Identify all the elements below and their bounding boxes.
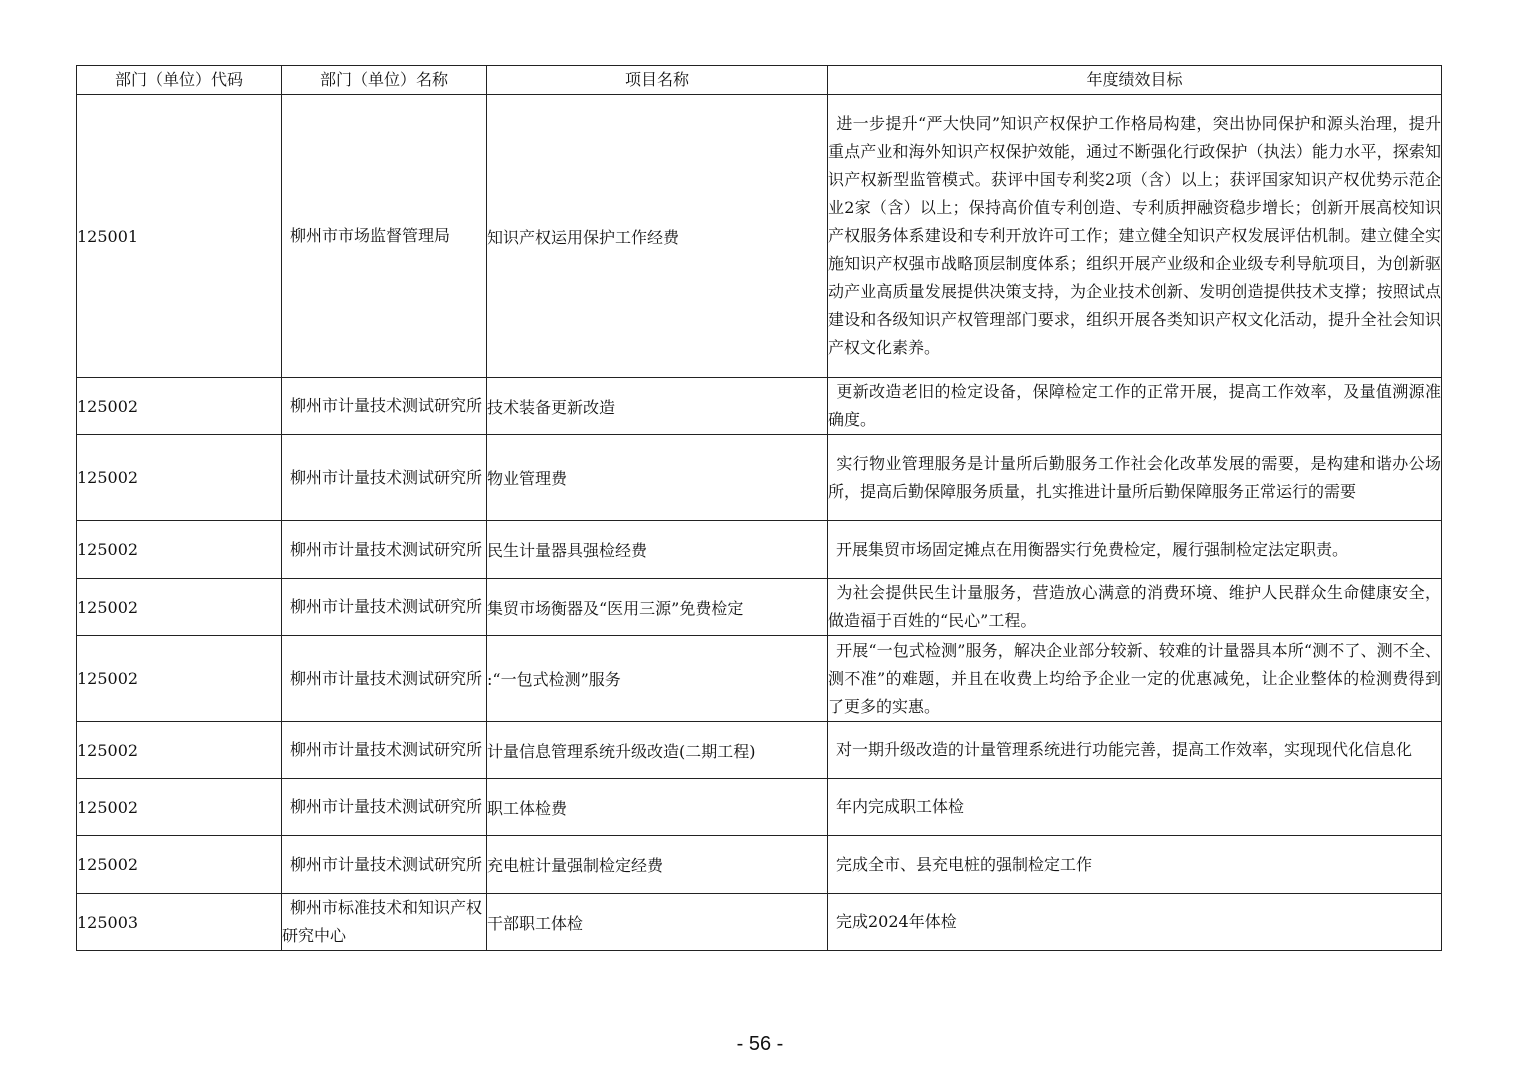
table-row bbox=[77, 636, 1442, 722]
dept-name-text: 柳州市计量技术测试研究所 bbox=[290, 854, 483, 874]
annual-goal-cell bbox=[828, 779, 1442, 836]
table-row bbox=[77, 521, 1442, 579]
dept-name-text: 柳州市标准技术和知识产权研究中心 bbox=[282, 898, 483, 945]
dept-code-cell: 125002 bbox=[77, 722, 282, 779]
project-name-cell: 物业管理费 bbox=[487, 435, 828, 521]
dept-code-cell: 125002 bbox=[77, 378, 282, 435]
annual-goal-text: 进一步提升“严大快同”知识产权保护工作格局构建，突出协同保护和源头治理，提升重点产业和海外知识产权保护效能，通过不断强化行政保护（执法）能力水平，探索知识产权新型监管模式。获评中国专利奖2项（含）以上；获评国家知识产权优势示范企业2家（含）以上；保持高价值专利创造、专利质押融资稳步增长；创新开展高校知识产权服务体系建设和专利开放许可工作；建立健全知识产权发展评估机制。建立健全实施知识产权强市战略顶层制度体系；组织开展产业级和企业级专利导航项目，为创新驱动产业高质量发展提供决策支持，为企业技术创新、发明创造提供技术支撑；按照试点建设和各级知识产权管理部门要求，组织开展各类知识产权文化活动，提升全社会知识产权文化素养。 bbox=[828, 114, 1441, 357]
header-dept-code: 部门（单位）代码 bbox=[77, 66, 282, 95]
table-row bbox=[77, 95, 1442, 378]
header-project-name: 项目名称 bbox=[487, 66, 828, 95]
dept-code-cell: 125002 bbox=[77, 636, 282, 722]
dept-code-cell: 125001 bbox=[77, 95, 282, 378]
annual-goal-text: 完成全市、县充电桩的强制检定工作 bbox=[836, 854, 1093, 874]
dept-name-text: 柳州市计量技术测试研究所 bbox=[290, 539, 483, 559]
dept-name-text: 柳州市计量技术测试研究所 bbox=[290, 597, 483, 616]
dept-name-text: 柳州市计量技术测试研究所 bbox=[290, 797, 483, 816]
dept-name-text: 柳州市计量技术测试研究所 bbox=[290, 740, 483, 759]
project-name-cell: 充电桩计量强制检定经费 bbox=[487, 836, 828, 894]
header-dept-name: 部门（单位）名称 bbox=[282, 66, 487, 95]
header-row bbox=[77, 66, 1442, 95]
dept-name-cell bbox=[282, 779, 487, 836]
table-row bbox=[77, 894, 1442, 951]
annual-goal-text: 实行物业管理服务是计量所后勤服务工作社会化改革发展的需要，是构建和谐办公场所，提高后勤保障服务质量，扎实推进计量所后勤保障服务正常运行的需要 bbox=[828, 453, 1441, 501]
annual-goal-cell bbox=[828, 579, 1442, 636]
dept-code-cell: 125002 bbox=[77, 521, 282, 579]
table-row bbox=[77, 579, 1442, 636]
dept-name-cell bbox=[282, 836, 487, 894]
performance-table bbox=[76, 65, 1442, 951]
table-row bbox=[77, 836, 1442, 894]
dept-code-cell: 125003 bbox=[77, 894, 282, 951]
annual-goal-cell bbox=[828, 894, 1442, 951]
dept-name-cell bbox=[282, 378, 487, 435]
dept-code-cell: 125002 bbox=[77, 836, 282, 894]
project-name-cell: 技术装备更新改造 bbox=[487, 378, 828, 435]
annual-goal-text: 开展集贸市场固定摊点在用衡器实行免费检定，履行强制检定法定职责。 bbox=[836, 539, 1349, 559]
project-name-cell: 民生计量器具强检经费 bbox=[487, 521, 828, 579]
dept-name-cell bbox=[282, 636, 487, 722]
annual-goal-cell bbox=[828, 378, 1442, 435]
project-name-cell: 知识产权运用保护工作经费 bbox=[487, 95, 828, 378]
annual-goal-text: 更新改造老旧的检定设备，保障检定工作的正常开展，提高工作效率，及量值溯源准确度。 bbox=[828, 382, 1441, 429]
dept-name-text: 柳州市计量技术测试研究所 bbox=[290, 467, 483, 487]
dept-name-text: 柳州市市场监督管理局 bbox=[290, 226, 451, 245]
project-name-cell: 集贸市场衡器及“医用三源”免费检定 bbox=[487, 579, 828, 636]
annual-goal-cell bbox=[828, 521, 1442, 579]
project-name-cell: 计量信息管理系统升级改造(二期工程) bbox=[487, 722, 828, 779]
annual-goal-cell bbox=[828, 836, 1442, 894]
dept-name-cell bbox=[282, 521, 487, 579]
annual-goal-cell bbox=[828, 722, 1442, 779]
annual-goal-text: 对一期升级改造的计量管理系统进行功能完善，提高工作效率，实现现代化信息化 bbox=[836, 740, 1413, 759]
annual-goal-text: 完成2024年体检 bbox=[836, 912, 957, 931]
dept-name-cell bbox=[282, 894, 487, 951]
project-name-cell: 职工体检费 bbox=[487, 779, 828, 836]
annual-goal-cell bbox=[828, 435, 1442, 521]
page-number: - 56 - bbox=[736, 1033, 784, 1055]
dept-name-cell bbox=[282, 722, 487, 779]
table-row bbox=[77, 779, 1442, 836]
dept-code-cell: 125002 bbox=[77, 779, 282, 836]
table-row bbox=[77, 378, 1442, 435]
dept-name-text: 柳州市计量技术测试研究所 bbox=[290, 668, 483, 688]
annual-goal-text: 年内完成职工体检 bbox=[836, 797, 965, 816]
table-row bbox=[77, 435, 1442, 521]
annual-goal-text: 开展“一包式检测”服务，解决企业部分较新、较难的计量器具本所“测不了、测不全、测不准”的难题，并且在收费上均给予企业一定的优惠减免，让企业整体的检测费得到了更多的实惠。 bbox=[828, 640, 1441, 716]
dept-name-cell bbox=[282, 95, 487, 378]
annual-goal-text: 为社会提供民生计量服务，营造放心满意的消费环境、维护人民群众生命健康安全，做造福于百姓的“民心”工程。 bbox=[828, 583, 1441, 630]
dept-code-cell: 125002 bbox=[77, 579, 282, 636]
table-row bbox=[77, 722, 1442, 779]
dept-name-text: 柳州市计量技术测试研究所 bbox=[290, 396, 483, 415]
annual-goal-cell bbox=[828, 95, 1442, 378]
project-name-cell: :“一包式检测”服务 bbox=[487, 636, 828, 722]
dept-name-cell bbox=[282, 579, 487, 636]
dept-name-cell bbox=[282, 435, 487, 521]
dept-code-cell: 125002 bbox=[77, 435, 282, 521]
annual-goal-cell bbox=[828, 636, 1442, 722]
project-name-cell: 干部职工体检 bbox=[487, 894, 828, 951]
header-annual-goal: 年度绩效目标 bbox=[828, 66, 1442, 95]
